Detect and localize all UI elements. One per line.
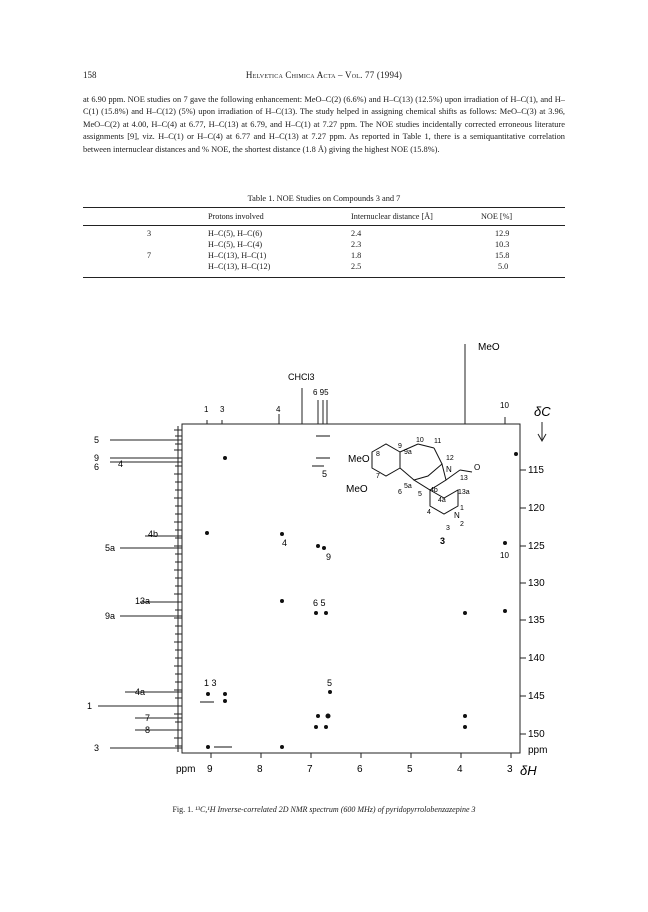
peak-label-5: 5 <box>322 469 328 479</box>
cell-compound: 7 <box>147 251 152 260</box>
atom-label: 12 <box>446 455 454 462</box>
x-axis-symbol: δH <box>520 763 537 778</box>
label-top-10: 10 <box>500 401 509 410</box>
cell-protons: H–C(13), H–C(12) <box>208 262 271 271</box>
left-label-4: 4 <box>118 459 124 469</box>
atom-label-o: O <box>474 463 481 472</box>
label-chcl3: CHCl3 <box>288 372 315 382</box>
atom-label: 5a <box>404 483 412 490</box>
atom-label-n: N <box>454 511 460 520</box>
left-label-4a: 4a <box>135 687 146 697</box>
y-tick-label: 130 <box>528 578 545 589</box>
label-695: 6 95 <box>313 388 329 397</box>
left-label-1: 1 <box>87 701 93 711</box>
atom-label: 13 <box>460 475 468 482</box>
atom-label: 7 <box>376 473 380 480</box>
x-tick-label: 5 <box>407 764 413 775</box>
atom-label: 9 <box>398 443 402 450</box>
label-meo: MeO <box>478 342 500 353</box>
y-tick-label: 140 <box>528 653 545 664</box>
peak-label-13: 1 3 <box>204 678 217 688</box>
atom-label: 6 <box>398 489 402 496</box>
figure-caption-text: ¹³C,¹H Inverse-correlated 2D NMR spectrum (600 MHz) of pyridopyrrolobenzazepine 3 <box>193 805 476 814</box>
structure-meo-bottom: MeO <box>346 484 368 495</box>
x-tick-label: 7 <box>307 764 313 775</box>
atom-label: 9a <box>404 449 412 456</box>
atom-label: 13a <box>458 489 470 496</box>
structure-meo-top: MeO <box>348 454 370 465</box>
atom-label: 4a <box>438 497 446 504</box>
peak-label-9: 9 <box>326 552 332 562</box>
left-label-9: 9 <box>94 453 100 463</box>
left-label-3: 3 <box>94 743 100 753</box>
cell-distance: 2.5 <box>351 262 362 271</box>
cell-noe: 5.0 <box>498 262 509 271</box>
atom-label: 8 <box>376 451 380 458</box>
cell-distance: 2.3 <box>351 240 362 249</box>
body-paragraph: at 6.90 ppm. NOE studies on 7 gave the following enhancement: MeO–C(2) (6.6%) and H–C(13) (12.5%) upon irradiation of H–C(1), and H–C(1) (15.8%) and H–C(12) (5%) upon irradiation of H–C(13). The study helped in assigning chemical shifts as follows: MeO–C(3) at 3.96, MeO–C(2) at 4.00, H–C(4) at 6.77, H–C(13) at 6.79, and H–C(1) at 7.27 ppm. The NOE studies incidentally corrected erroneous literature assignments [9], viz. H–C(1) or H–C(4) at 6.77 and H–C(13) at 7.27 ppm. As reported in Table 1, there is a semiquantitative correlation between internuclear distances and % NOE, the shortest distance (1.8 Å) giving the highest NOE (15.8%). <box>83 95 565 154</box>
cell-noe: 15.8 <box>495 251 510 260</box>
atom-label: 4b <box>430 487 438 494</box>
atom-label: 5 <box>418 491 422 498</box>
structure-inset <box>372 444 472 514</box>
th-noe: NOE [%] <box>481 212 513 221</box>
left-label-4b: 4b <box>148 529 159 539</box>
x-axis-unit: ppm <box>176 764 196 775</box>
left-label-13a: 13a <box>135 596 151 606</box>
x-tick-label: 4 <box>457 764 463 775</box>
journal-title: Helvetica Chimica Acta – Vol. 77 (1994) <box>245 70 403 80</box>
figure-caption-label: Fig. 1. <box>172 805 194 814</box>
atom-label: 10 <box>416 437 424 444</box>
peak-label-4: 4 <box>282 538 288 548</box>
y-tick-label: 125 <box>528 541 545 552</box>
peak-label-5b: 5 <box>327 678 333 688</box>
cell-protons: H–C(5), H–C(6) <box>208 229 263 238</box>
table-header-row <box>83 212 565 226</box>
x-axis <box>182 753 520 758</box>
atom-label: 11 <box>434 438 442 445</box>
left-label-7: 7 <box>145 713 151 723</box>
atom-label: 3 <box>446 525 450 532</box>
label-top-1: 1 <box>204 405 209 414</box>
table-header-rule <box>83 225 565 226</box>
left-label-9a: 9a <box>105 611 116 621</box>
plot-frame <box>182 424 520 753</box>
table-top-rule <box>83 207 565 208</box>
cross-peaks <box>200 436 518 749</box>
y-axis-unit: ppm <box>528 745 548 756</box>
nmr-spectrum-figure <box>0 330 648 800</box>
cell-noe: 12.9 <box>495 229 510 238</box>
top-projection <box>182 344 520 424</box>
x-tick-label: 8 <box>257 764 263 775</box>
left-label-5a: 5a <box>105 543 116 553</box>
peak-label-10: 10 <box>500 551 509 560</box>
y-tick-label: 115 <box>528 465 544 476</box>
structure-compound-number: 3 <box>440 536 446 546</box>
label-top-4: 4 <box>276 405 281 414</box>
label-top-3: 3 <box>220 405 225 414</box>
y-tick-label: 120 <box>528 503 545 514</box>
y-tick-label: 135 <box>528 615 545 626</box>
figure-caption <box>83 805 565 814</box>
atom-label-n: N <box>446 465 452 474</box>
cell-protons: H–C(13), H–C(1) <box>208 251 267 260</box>
left-label-6: 6 <box>94 462 100 472</box>
atom-label: 1 <box>460 505 464 512</box>
x-tick-label: 6 <box>357 764 363 775</box>
table-bottom-rule <box>83 277 565 278</box>
table-caption: Table 1. NOE Studies on Compounds 3 and 7 <box>247 194 401 203</box>
cell-distance: 1.8 <box>351 251 362 260</box>
left-label-8: 8 <box>145 725 151 735</box>
page-number: 158 <box>83 70 97 80</box>
x-tick-label: 9 <box>207 764 213 775</box>
y-axis-symbol: δC <box>534 404 551 419</box>
atom-label: 2 <box>460 521 464 528</box>
cell-compound: 3 <box>147 229 152 238</box>
peak-label-65: 6 5 <box>313 598 326 608</box>
cell-protons: H–C(5), H–C(4) <box>208 240 263 249</box>
running-header <box>83 70 565 84</box>
y-tick-label: 145 <box>528 691 545 702</box>
cell-noe: 10.3 <box>495 240 510 249</box>
left-projection <box>98 426 182 752</box>
cell-distance: 2.4 <box>351 229 362 238</box>
atom-label: 4 <box>427 509 431 516</box>
y-tick-label: 150 <box>528 729 545 740</box>
x-tick-label: 3 <box>507 764 513 775</box>
left-label-5: 5 <box>94 435 100 445</box>
th-distance: Internuclear distance [Å] <box>351 212 433 221</box>
th-protons: Protons involved <box>208 212 264 221</box>
